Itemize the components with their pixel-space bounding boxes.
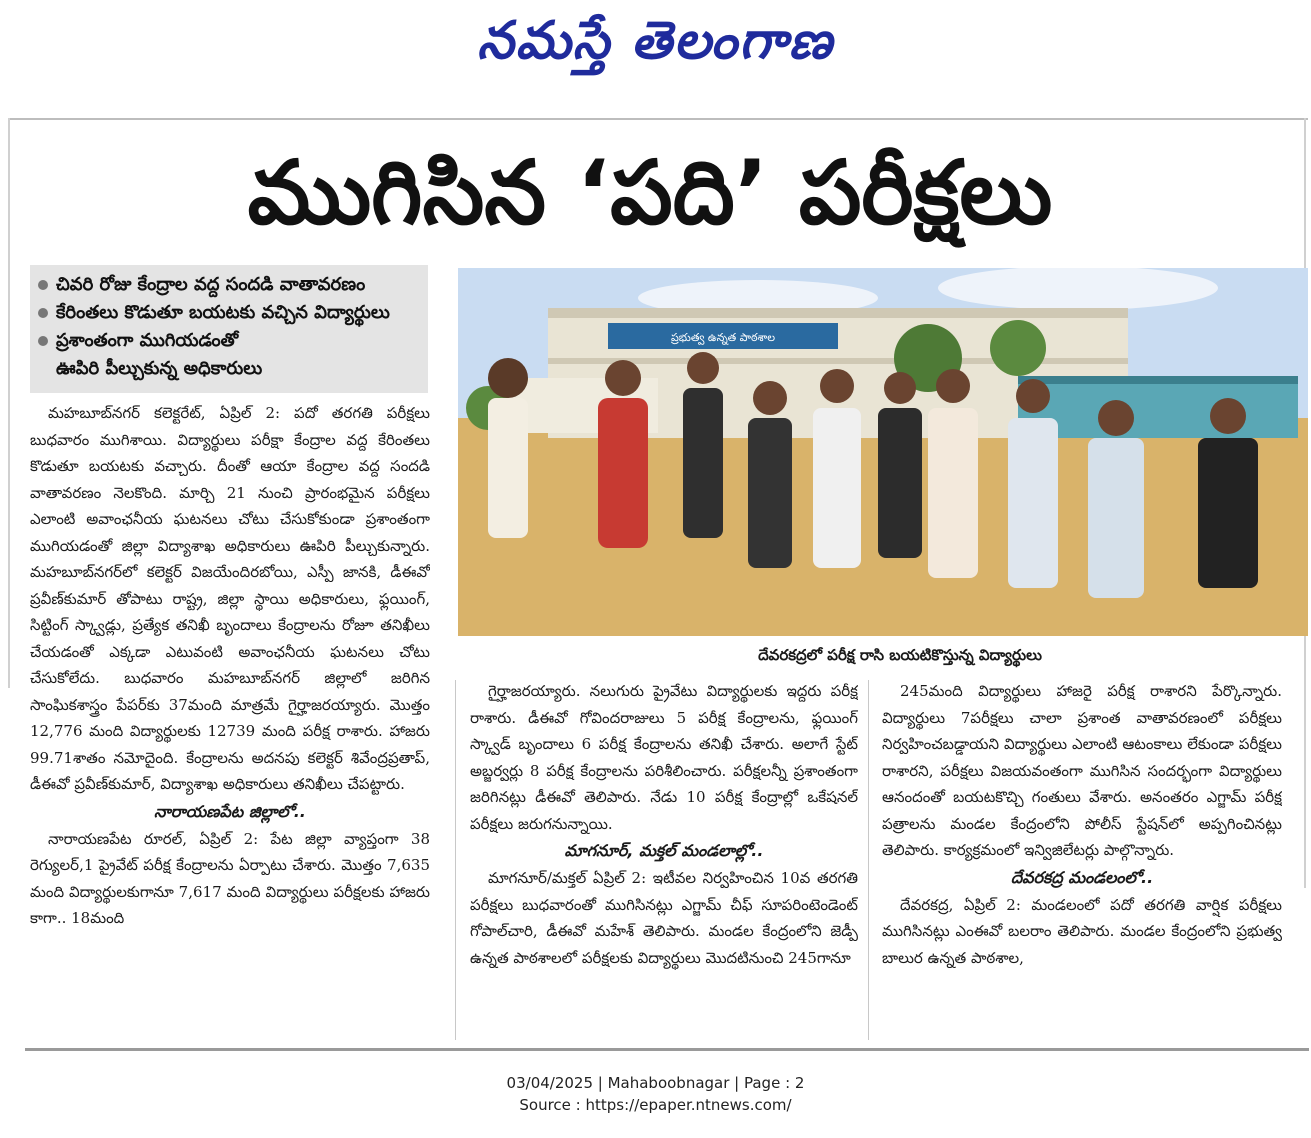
highlight-item [38, 271, 420, 299]
section-subheading: నారాయణపేట జిల్లాలో.. [154, 801, 306, 821]
highlight-item [38, 355, 420, 383]
paragraph: గైర్హాజరయ్యారు. నలుగురు ప్రైవేటు విద్యార్థులకు ఇద్దరు పరీక్ష రాశారు. డీఈవో గోవిందరాజులు 5 పరీక్ష కేంద్రాలను, ఫ్లయింగ్ స్క్వాడ్ బృందాలు 6 పరీక్ష కేంద్రాలను తనిఖీ చేశారు. అలాగే స్టేట్ అబ్జర్వర్లు 8 పరీక్ష కేంద్రాలను పరిశీలించారు. పరీక్షలన్నీ ప్రశాంతంగా జరిగినట్లు డీఈవో తెలిపారు. నేడు 10 పరీక్ష కేంద్రాల్లో ఒకేషనల్ పరీక్షలు జరుగనున్నాయి. [470, 682, 858, 833]
bullet-icon [38, 336, 48, 346]
article-column-3 [882, 678, 1282, 1038]
photo-caption: దేవరకద్రలో పరీక్ష రాసి బయటికొస్తున్న విద్యార్థులు [758, 646, 1042, 664]
highlight-text: ఊపిరి పీల్చుకున్న అధికారులు [56, 358, 263, 379]
top-rule [8, 118, 1308, 120]
section-subheading: దేవరకద్ర మండలంలో.. [1010, 867, 1154, 887]
paragraph: దేవరకద్ర, ఏప్రిల్ 2: మండలంలో పదో తరగతి వార్షిక పరీక్షలు ముగిసినట్లు ఎంఈవో బలరాం తెలిపారు. మండల కేంద్రంలోని ప్రభుత్వ బాలుర ఉన్నత పాఠశాల, [882, 895, 1282, 967]
article-photo [458, 268, 1308, 636]
highlight-text: కేరింతలు కొడుతూ బయటకు వచ్చిన విద్యార్థులు [56, 302, 390, 323]
article-column-2 [470, 678, 858, 1038]
highlight-text: చివరి రోజు కేంద్రాల వద్ద సందడి వాతావరణం [56, 274, 366, 295]
column-divider [868, 680, 869, 1040]
highlight-text: ప్రశాంతంగా ముగియడంతో [56, 330, 239, 351]
section-subheading: మాగనూర్, మక్తల్ మండలాల్లో.. [564, 841, 764, 860]
article-column-1 [30, 400, 430, 1030]
article-headline: ముగిసిన ‘పది’ పరీక్షలు [247, 141, 1053, 244]
edition-info: 03/04/2025 | Mahaboobnagar | Page : 2 [506, 1074, 805, 1092]
paragraph: 245మంది విద్యార్థులు హాజరై పరీక్ష రాశారని పేర్కొన్నారు. విద్యార్థులు 7పరీక్షలు చాలా ప్రశాంత వాతావరణంలో పరీక్షలు నిర్వహించబడ్డాయని విద్యార్థులు ఎలాంటి ఆటంకాలు లేకుండా పరీక్షలు రాశారని, పరీక్షలు విజయవంతంగా ముగిసిన సందర్భంగా విద్యార్థులు ఆనందంతో బయటకొచ్చి గంతులు వేశారు. అనంతరం ఎగ్జామ్ పరీక్ష పత్రాలను మండల కేంద్రంలోని పోలీస్ స్టేషన్‌లో అప్పగించినట్లు తెలిపారు. కార్యక్రమంలో ఇన్విజిలేటర్లు పాల్గొన్నారు. [882, 682, 1282, 859]
highlight-item [38, 327, 420, 355]
paragraph: నారాయణపేట రూరల్, ఏప్రిల్ 2: పేట జిల్లా వ్యాప్తంగా 38 రెగ్యులర్,1 ప్రైవేట్ పరీక్ష కేంద్రాలను ఏర్పాటు చేశారు. మొత్తం 7,635 మంది విద్యార్థులకుగానూ 7,617 మంది విద్యార్థులు పరీక్షలకు హాజరు కాగా.. 18మంది [30, 829, 430, 927]
school-sign: ప్రభుత్వ ఉన్నత పాఠశాల [670, 331, 776, 344]
students-photo [458, 268, 1308, 636]
left-border [8, 118, 10, 688]
paragraph: మహబూబ్‌నగర్ కలెక్టరేట్, ఏప్రిల్ 2: పదో తరగతి పరీక్షలు బుధవారం ముగిశాయి. విద్యార్థులు పరీక్షా కేంద్రాల వద్ద కేరింతలు కొడుతూ బయటకు వచ్చారు. దీంతో ఆయా కేంద్రాల వద్ద సందడి వాతావరణం నెలకొంది. మార్చి 21 నుంచి ప్రారంభమైన పరీక్షలు ఎలాంటి అవాంఛనీయ ఘటనలు చోటు చేసుకోకుండా ప్రశాంతంగా ముగియడంతో జిల్లా విద్యాశాఖ అధికారులు ఊపిరి పీల్చుకున్నారు. మహబూబ్‌నగర్‌లో కలెక్టర్ విజయేందిరబోయి, ఎస్పీ జానకి, డీఈవో ప్రవీణ్‌కుమార్ తోపాటు రాష్ట్ర, జిల్లా స్థాయి అధికారులు, ఫ్లయింగ్, సిట్టింగ్ స్క్వాడ్లు, ప్రత్యేక తనిఖీ బృందాలు కేంద్రాలను రోజూ తనిఖీలు చేయడంతో ఎక్కడా ఎటువంటి అవాంఛనీయ ఘటనలు చోటు చేసుకోలేదు. బుధవారం మహబూబ్‌నగర్ జిల్లాలో జరిగిన సాంఘికశాస్త్రం పేపర్‌కు 37మంది మాత్రమే గైర్హాజరయ్యారు. మొత్తం 12,776 మంది విద్యార్థులకు 12739 మంది పరీక్ష రాశారు. హాజరు 99.71శాతం నమోదైంది. కేంద్రాలను అదనపు కలెక్టర్ శివేంద్రప్రతాప్, డీఈవో ప్రవీణ్‌కుమార్, విద్యాశాఖ అధికారులు తనిఖీలు చేపట్టారు. [30, 404, 430, 793]
column-divider [455, 680, 456, 1040]
page-footer [0, 1072, 1311, 1116]
bullet-icon [38, 280, 48, 290]
highlights-box [30, 265, 428, 393]
source-link[interactable]: Source : https://epaper.ntnews.com/ [519, 1096, 792, 1114]
bottom-rule [25, 1048, 1309, 1051]
newspaper-masthead: నమస్తే తెలంగాణ [477, 11, 834, 71]
bullet-icon [38, 308, 48, 318]
paragraph: మాగనూర్/మక్తల్ ఏప్రిల్ 2: ఇటీవల నిర్వహించిన 10వ తరగతి పరీక్షలు బుధవారంతో ముగిసినట్లు ఎగ్జామ్ చీఫ్ సూపరింటెండెంట్ గోపాల్‌చారి, డీఈవో మహేశ్ తెలిపారు. మండల కేంద్రంలోని జెడ్పీ ఉన్నత పాఠశాలలో పరీక్షలకు విద్యార్థులు మొదటినుంచి 245గానూ [470, 869, 858, 967]
highlight-item [38, 299, 420, 327]
